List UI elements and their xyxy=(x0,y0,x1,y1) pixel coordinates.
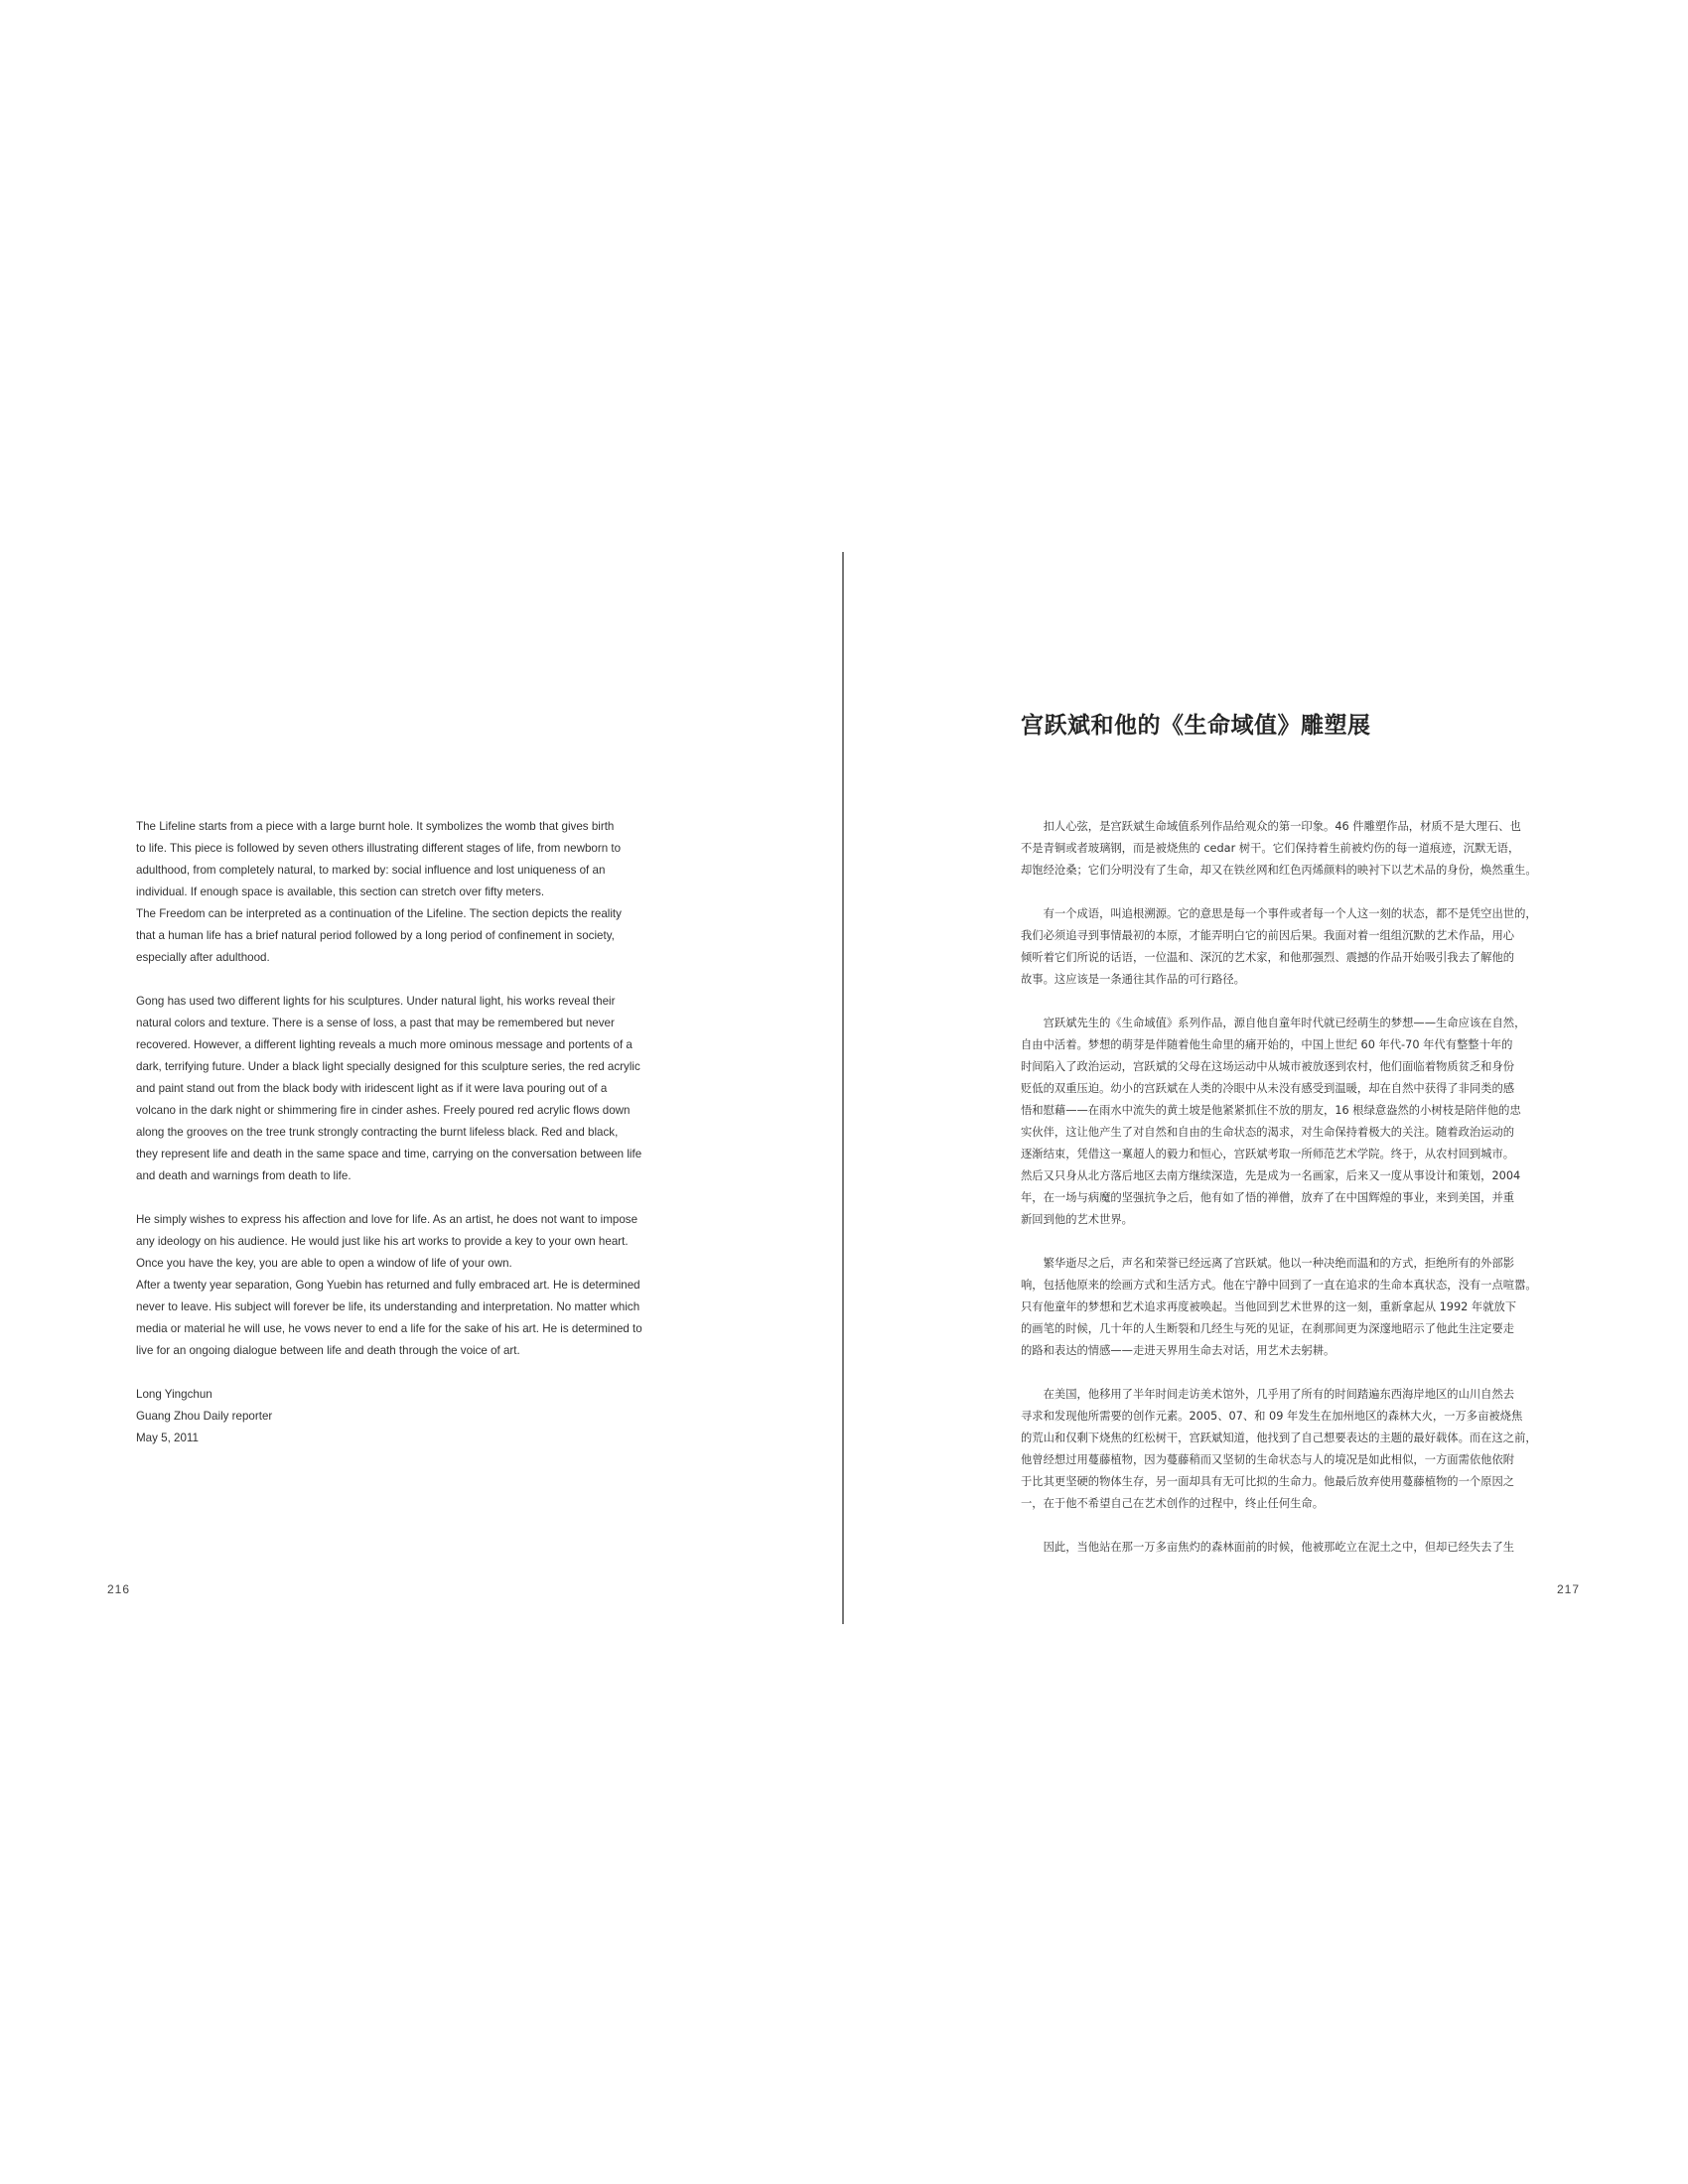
text-line: 贬低的双重压迫。幼小的宫跃斌在人类的冷眼中从未没有感受到温暖，却在自然中获得了非同类的感 xyxy=(1021,1082,1515,1095)
text-line: 逐渐结束，凭借这一稟超人的毅力和恒心，宫跃斌考取一所师范艺术学院。终于，从农村回到城市。 xyxy=(1021,1148,1515,1160)
text-line: The Lifeline starts from a piece with a large burnt hole. It symbolizes the womb that gives birth xyxy=(136,820,615,833)
text-line: 实伙伴，这让他产生了对自然和自由的生命状态的渴求，对生命保持着极大的关注。随着政治运动的 xyxy=(1021,1126,1515,1139)
text-line: 宫跃斌先生的《生命域值》系列作品，源自他自童年时代就已经萌生的梦想——生命应该在自然， xyxy=(1021,1017,1526,1029)
page-number-right: 217 xyxy=(1557,1582,1581,1596)
text-line: 的荒山和仅剩下烧焦的红松树干，宫跃斌知道，他找到了自己想要表达的主题的最好载体。而在这之前， xyxy=(1021,1432,1537,1444)
text-line: volcano in the dark night or shimmering fire in cinder ashes. Freely poured red acrylic flows down xyxy=(136,1104,631,1117)
text-line: 故事。这应该是一条通往其作品的可行路径。 xyxy=(1021,973,1245,986)
text-line: Gong has used two different lights for his sculptures. Under natural light, his works reveal their xyxy=(136,995,616,1008)
text-line: 繁华逝尽之后，声名和荣誉已经远离了宫跃斌。他以一种决绝而温和的方式，拒绝所有的外部影 xyxy=(1021,1257,1515,1270)
text-line: individual. If enough space is available, this section can stretch over fifty meters. xyxy=(136,886,545,898)
text-line: adulthood, from completely natural, to marked by: social influence and lost uniqueness of an xyxy=(136,864,606,877)
text-line: 只有他童年的梦想和艺术追求再度被唤起。当他回到艺术世界的这一刻，重新拿起从 1992 年就放下 xyxy=(1021,1300,1517,1313)
text-line: 于比其更坚硬的物体生存，另一面却具有无可比拟的生命力。他最后放弃使用蔓藤植物的一个原因之 xyxy=(1021,1475,1515,1488)
paragraph-2 xyxy=(1021,903,1557,991)
text-line: 扣人心弦，是宫跃斌生命域值系列作品给观众的第一印象。46 件雕塑作品，材质不是大理石、也 xyxy=(1021,820,1521,833)
text-line: any ideology on his audience. He would just like his art works to provide a key to your own heart. xyxy=(136,1235,629,1248)
text-line: 的路和表达的情感——走进天界用生命去对话，用艺术去躬耕。 xyxy=(1021,1344,1336,1357)
text-line: The Freedom can be interpreted as a continuation of the Lifeline. The section depicts the reality xyxy=(136,907,622,920)
text-line: 响，包括他原来的绘画方式和生活方式。他在宁静中回到了一直在追求的生命本真状态，没有一点喧嚣。 xyxy=(1021,1279,1537,1292)
author-date: May 5, 2011 xyxy=(136,1432,199,1444)
text-line: He simply wishes to express his affection and love for life. As an artist, he does not want to impose xyxy=(136,1213,638,1226)
paragraph-2 xyxy=(136,991,677,1187)
text-line: 自由中活着。梦想的萌芽是伴随着他生命里的痛开始的，中国上世纪 60 年代-70 年代有整整十年的 xyxy=(1021,1038,1513,1051)
text-line: After a twenty year separation, Gong Yuebin has returned and fully embraced art. He is determined xyxy=(136,1279,640,1292)
text-line: recovered. However, a different lighting reveals a much more ominous message and portents of a xyxy=(136,1038,633,1051)
text-line: 有一个成语，叫追根溯源。它的意思是每一个事件或者每一个人这一刻的状态，都不是凭空出世的， xyxy=(1021,907,1537,920)
page-number-left: 216 xyxy=(107,1582,131,1596)
text-line: 年，在一场与病魔的坚强抗争之后，他有如了悟的禅僧，放弃了在中国辉煌的事业，来到美国，并重 xyxy=(1021,1191,1515,1204)
paragraph-5 xyxy=(1021,1384,1557,1515)
text-line: 因此，当他站在那一万多亩焦灼的森林面前的时候，他被那屹立在泥土之中，但却已经失去了生 xyxy=(1021,1541,1515,1554)
author-signature xyxy=(136,1384,677,1449)
text-line: live for an ongoing dialogue between life and death through the voice of art. xyxy=(136,1344,520,1357)
text-line: 时间陷入了政治运动，宫跃斌的父母在这场运动中从城市被放逐到农村，他们面临着物质贫乏和身份 xyxy=(1021,1060,1515,1073)
text-line: 我们必须追寻到事情最初的本原，才能弄明白它的前因后果。我面对着一组组沉默的艺术作品，用心 xyxy=(1021,929,1515,942)
text-line: 然后又只身从北方落后地区去南方继续深造，先是成为一名画家，后来又一度从事设计和策划，2004 xyxy=(1021,1169,1521,1182)
text-line: that a human life has a brief natural period followed by a long period of confinement in society, xyxy=(136,929,615,942)
paragraph-1 xyxy=(136,816,677,969)
right-page-text xyxy=(1021,816,1557,1559)
text-line: and paint stand out from the black body with iridescent light as if it were lava pouring out of a xyxy=(136,1082,608,1095)
paragraph-3 xyxy=(1021,1013,1557,1231)
text-line: 悟和慰藉——在雨水中流失的黄土坡是他紧紧抓住不放的朋友，16 根绿意盎然的小树枝是陪伴他的忠 xyxy=(1021,1104,1521,1117)
text-line: 却饱经沧桑；它们分明没有了生命，却又在铁丝网和红色丙烯颜料的映衬下以艺术品的身份，焕然重生。 xyxy=(1021,864,1537,877)
text-line: dark, terrifying future. Under a black light specially designed for this sculpture series, the red acrylic xyxy=(136,1060,640,1073)
text-line: 倾听着它们所说的话语，一位温和、深沉的艺术家，和他那强烈、震撼的作品开始吸引我去了解他的 xyxy=(1021,951,1515,964)
text-line: 一，在于他不希望自己在艺术创作的过程中，终止任何生命。 xyxy=(1021,1497,1325,1510)
text-line: 在美国，他移用了半年时间走访美术馆外，几乎用了所有的时间踏遍东西海岸地区的山川自然去 xyxy=(1021,1388,1515,1401)
text-line: 新回到他的艺术世界。 xyxy=(1021,1213,1133,1226)
author-affiliation: Guang Zhou Daily reporter xyxy=(136,1410,273,1423)
page-gutter-divider xyxy=(842,552,844,1624)
text-line: along the grooves on the tree trunk strongly contracting the burnt lifeless black. Red and black, xyxy=(136,1126,619,1139)
text-line: 的画笔的时候，几十年的人生断裂和几经生与死的见证，在刹那间更为深邃地昭示了他此生注定要走 xyxy=(1021,1322,1515,1335)
text-line: 寻求和发现他所需要的创作元素。2005、07、和 09 年发生在加州地区的森林大火，一万多亩被烧焦 xyxy=(1021,1410,1523,1423)
text-line: never to leave. His subject will forever be life, its understanding and interpretation. No matter which xyxy=(136,1300,640,1313)
text-line: 他曾经想过用蔓藤植物，因为蔓藤稍而又坚韧的生命状态与人的境况是如此相似，一方面需依他依附 xyxy=(1021,1453,1515,1466)
paragraph-4 xyxy=(1021,1253,1557,1362)
paragraph-3 xyxy=(136,1209,677,1362)
text-line: natural colors and texture. There is a sense of loss, a past that may be remembered but never xyxy=(136,1017,615,1029)
text-line: Once you have the key, you are able to open a window of life of your own. xyxy=(136,1257,512,1270)
text-line: media or material he will use, he vows never to end a life for the sake of his art. He is determined to xyxy=(136,1322,642,1335)
text-line: especially after adulthood. xyxy=(136,951,270,964)
paragraph-6 xyxy=(1021,1537,1557,1559)
text-line: and death and warnings from death to life. xyxy=(136,1169,352,1182)
paragraph-1 xyxy=(1021,816,1557,882)
left-page-text xyxy=(136,816,677,1449)
article-title: 宫跃斌和他的《生命域值》雕塑展 xyxy=(1021,713,1371,739)
text-line: 不是青铜或者玻璃钢，而是被烧焦的 cedar 树干。它们保持着生前被灼伤的每一道痕迹，沉默无语， xyxy=(1021,842,1520,855)
author-name: Long Yingchun xyxy=(136,1388,212,1401)
text-line: they represent life and death in the same space and time, carrying on the conversation between life xyxy=(136,1148,642,1160)
text-line: to life. This piece is followed by seven others illustrating different stages of life, from newborn to xyxy=(136,842,622,855)
